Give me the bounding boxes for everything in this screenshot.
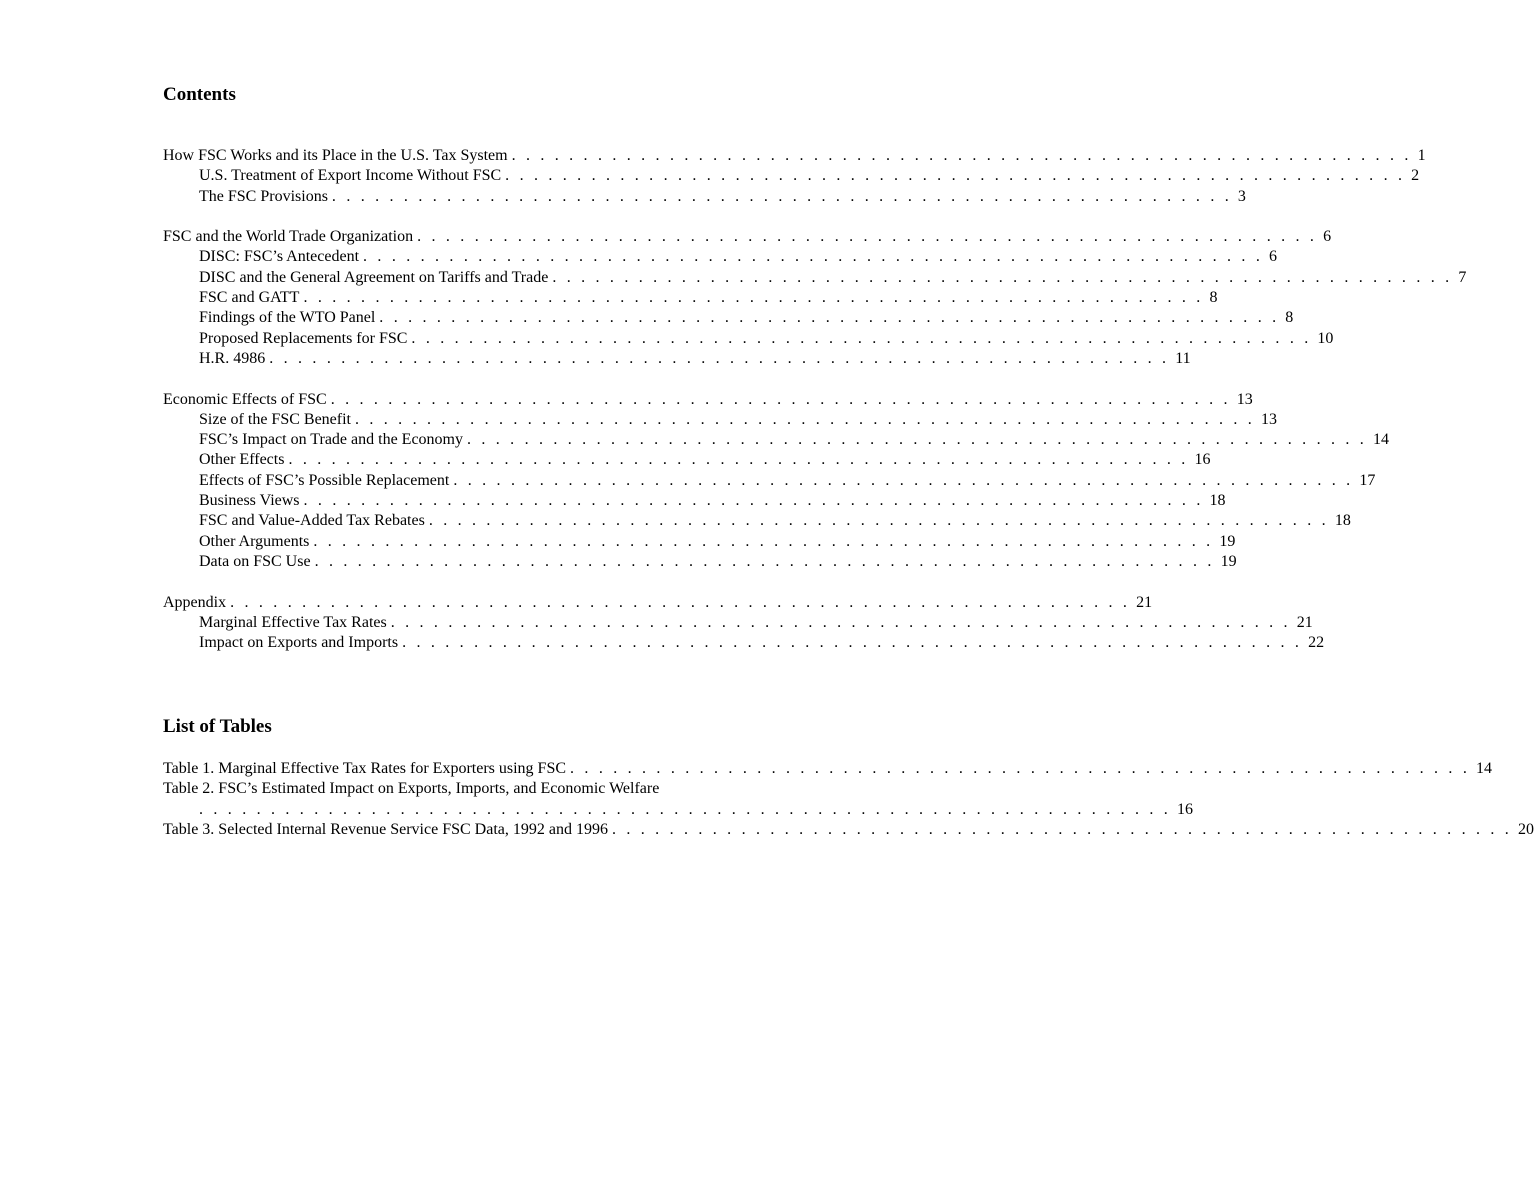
toc-subentry-title: Other Effects — [199, 451, 285, 469]
toc-subentry-title: H.R. 4986 — [199, 349, 266, 367]
leader-dots: . . . . . . . . . . . . . . . . . . . . . . . . . . . . . . . . . . . . . . . . . . . . . . . . . . . . . . . . . . . . . . . — [402, 634, 1303, 652]
list-of-tables-heading: List of Tables — [163, 716, 272, 737]
toc-entry-title: Economic Effects of FSC — [163, 390, 327, 408]
toc-subentry-title: FSC and GATT — [199, 289, 300, 307]
table-entry[interactable] — [163, 820, 1534, 840]
leader-dots: . . . . . . . . . . . . . . . . . . . . . . . . . . . . . . . . . . . . . . . . . . . . . . . . . . . . . . . . . . . . . . . — [511, 147, 1412, 164]
toc-entry[interactable] — [163, 390, 1253, 410]
toc-page-number: 21 — [1136, 593, 1153, 611]
toc-subentry-title: Other Arguments — [199, 532, 310, 550]
leader-dots: . . . . . . . . . . . . . . . . . . . . . . . . . . . . . . . . . . . . . . . . . . . . . . . . . . . . . . . . . . . . . . . — [570, 760, 1471, 777]
toc-subentry-title: Data on FSC Use — [199, 552, 311, 570]
toc-subentry[interactable] — [163, 410, 1277, 430]
toc-page-number: 8 — [1209, 289, 1218, 307]
toc-page-number: 18 — [1334, 512, 1351, 530]
toc-page-number: 10 — [1317, 329, 1334, 347]
toc-section — [163, 593, 1325, 654]
toc-subentry-title: Marginal Effective Tax Rates — [199, 613, 387, 631]
toc-page-number: 6 — [1323, 228, 1332, 246]
toc-subentry-title: FSC’s Impact on Trade and the Economy — [199, 431, 463, 449]
toc-section — [163, 146, 1426, 207]
toc-page-number: 19 — [1219, 532, 1236, 550]
toc-subentry[interactable] — [163, 349, 1191, 369]
contents-heading: Contents — [163, 84, 236, 105]
toc-subentry-title: Impact on Exports and Imports — [199, 634, 399, 652]
toc-subentry-title: FSC and Value-Added Tax Rebates — [199, 512, 425, 530]
toc-subentry[interactable] — [163, 491, 1226, 511]
table-entry[interactable] — [163, 759, 1493, 779]
toc-page-number: 1 — [1417, 147, 1426, 164]
leader-dots: . . . . . . . . . . . . . . . . . . . . . . . . . . . . . . . . . . . . . . . . . . . . . . . . . . . . . . . . . . . . . . . — [331, 187, 1232, 205]
leader-dots: . . . . . . . . . . . . . . . . . . . . . . . . . . . . . . . . . . . . . . . . . . . . . . . . . . . . . . . . . . . . . . . — [230, 593, 1131, 611]
leader-dots: . . . . . . . . . . . . . . . . . . . . . . . . . . . . . . . . . . . . . . . . . . . . . . . . . . . . . . . . . . . . . . . — [288, 451, 1189, 469]
toc-entry-title: How FSC Works and its Place in the U.S. Tax System — [163, 147, 508, 164]
leader-dots: . . . . . . . . . . . . . . . . . . . . . . . . . . . . . . . . . . . . . . . . . . . . . . . . . . . . . . . . . . . . . . . — [417, 228, 1318, 246]
toc-subentry[interactable] — [163, 268, 1467, 288]
toc-subentry-title: Findings of the WTO Panel — [199, 309, 376, 327]
leader-dots: . . . . . . . . . . . . . . . . . . . . . . . . . . . . . . . . . . . . . . . . . . . . . . . . . . . . . . . . . . . . . . . — [505, 167, 1406, 185]
toc-subentry[interactable] — [163, 308, 1294, 328]
toc-subentry[interactable] — [163, 532, 1236, 552]
toc-subentry[interactable] — [163, 166, 1420, 186]
toc-subentry-title: Size of the FSC Benefit — [199, 410, 351, 428]
toc-page-number: 18 — [1209, 492, 1226, 510]
leader-dots: . . . . . . . . . . . . . . . . . . . . . . . . . . . . . . . . . . . . . . . . . . . . . . . . . . . . . . . . . . . . . . . — [303, 492, 1204, 510]
leader-dots: . . . . . . . . . . . . . . . . . . . . . . . . . . . . . . . . . . . . . . . . . . . . . . . . . . . . . . . . . . . . . . . — [354, 410, 1255, 428]
toc-subentry[interactable] — [163, 247, 1278, 267]
toc-page-number: 16 — [1194, 451, 1211, 469]
toc-subentry-title: Proposed Replacements for FSC — [199, 329, 408, 347]
toc-subentry[interactable] — [163, 187, 1246, 207]
leader-dots: . . . . . . . . . . . . . . . . . . . . . . . . . . . . . . . . . . . . . . . . . . . . . . . . . . . . . . . . . . . . . . . — [330, 390, 1231, 408]
toc-section — [163, 227, 1467, 369]
table-entry-title: Table 3. Selected Internal Revenue Service FSC Data, 1992 and 1996 — [163, 820, 608, 838]
toc-page-number: 22 — [1308, 634, 1325, 652]
toc-subentry[interactable] — [163, 288, 1218, 308]
toc-subentry[interactable] — [163, 471, 1376, 491]
toc-page-number: 13 — [1260, 410, 1277, 428]
list-of-tables — [163, 759, 1534, 840]
toc-subentry[interactable] — [163, 633, 1325, 653]
leader-dots: . . . . . . . . . . . . . . . . . . . . . . . . . . . . . . . . . . . . . . . . . . . . . . . . . . . . . . . . . . . . . . . — [453, 471, 1354, 489]
toc-subentry[interactable] — [163, 430, 1389, 450]
toc-page-number: 19 — [1220, 552, 1237, 570]
table-entry-continuation — [163, 800, 1193, 820]
toc-page-number: 6 — [1269, 248, 1278, 266]
toc-page-number: 21 — [1296, 613, 1313, 631]
toc-subentry-title: DISC and the General Agreement on Tariffs and Trade — [199, 268, 549, 286]
leader-dots: . . . . . . . . . . . . . . . . . . . . . . . . . . . . . . . . . . . . . . . . . . . . . . . . . . . . . . . . . . . . . . . — [428, 512, 1329, 530]
toc-page-number: 13 — [1236, 390, 1253, 408]
leader-dots: . . . . . . . . . . . . . . . . . . . . . . . . . . . . . . . . . . . . . . . . . . . . . . . . . . . . . . . . . . . . . . . — [379, 309, 1280, 327]
leader-dots: . . . . . . . . . . . . . . . . . . . . . . . . . . . . . . . . . . . . . . . . . . . . . . . . . . . . . . . . . . . . . . . — [269, 349, 1170, 367]
leader-dots: . . . . . . . . . . . . . . . . . . . . . . . . . . . . . . . . . . . . . . . . . . . . . . . . . . . . . . . . . . . . . . . — [411, 329, 1312, 347]
toc-entry-title: FSC and the World Trade Organization — [163, 228, 414, 246]
leader-dots: . . . . . . . . . . . . . . . . . . . . . . . . . . . . . . . . . . . . . . . . . . . . . . . . . . . . . . . . . . . . . . . — [303, 289, 1204, 307]
leader-dots: . . . . . . . . . . . . . . . . . . . . . . . . . . . . . . . . . . . . . . . . . . . . . . . . . . . . . . . . . . . . . . . — [552, 268, 1453, 286]
toc-page-number: 7 — [1458, 268, 1467, 286]
toc-page-number: 16 — [1177, 800, 1193, 818]
toc-page-number: 11 — [1175, 349, 1191, 367]
leader-dots: . . . . . . . . . . . . . . . . . . . . . . . . . . . . . . . . . . . . . . . . . . . . . . . . . . . . . . . . . . . . . . . — [314, 552, 1215, 570]
leader-dots: . . . . . . . . . . . . . . . . . . . . . . . . . . . . . . . . . . . . . . . . . . . . . . . . . . . . . . . . . . . . . . . — [611, 820, 1512, 838]
toc-subentry-title: U.S. Treatment of Export Income Without FSC — [199, 167, 502, 185]
table-entry[interactable] — [163, 779, 758, 799]
toc-subentry[interactable] — [163, 450, 1211, 470]
toc-page-number: 14 — [1476, 760, 1493, 777]
leader-dots: . . . . . . . . . . . . . . . . . . . . . . . . . . . . . . . . . . . . . . . . . . . . . . . . . . . . . . . . . . . . . . . — [390, 613, 1291, 631]
toc-page-number: 20 — [1517, 820, 1534, 838]
toc-page-number: 14 — [1372, 431, 1389, 449]
contents-list — [163, 146, 1467, 653]
toc-subentry[interactable] — [163, 511, 1351, 531]
toc-page-number: 17 — [1359, 471, 1376, 489]
toc-subentry-title: DISC: FSC’s Antecedent — [199, 248, 360, 266]
leader-dots: . . . . . . . . . . . . . . . . . . . . . . . . . . . . . . . . . . . . . . . . . . . . . . . . . . . . . . . . . . . . . . . . . . . . — [199, 800, 1171, 818]
toc-subentry-title: The FSC Provisions — [199, 187, 328, 205]
toc-subentry-title: Effects of FSC’s Possible Replacement — [199, 471, 450, 489]
toc-page-number: 8 — [1285, 309, 1294, 327]
toc-subentry[interactable] — [163, 613, 1313, 633]
toc-entry-title: Appendix — [163, 593, 227, 611]
leader-dots: . . . . . . . . . . . . . . . . . . . . . . . . . . . . . . . . . . . . . . . . . . . . . . . . . . . . . . . . . . . . . . . — [466, 431, 1367, 449]
table-entry-title: Table 1. Marginal Effective Tax Rates for Exporters using FSC — [163, 760, 567, 777]
table-entry-title: Table 2. FSC’s Estimated Impact on Exports, Imports, and Economic Welfare — [163, 780, 660, 798]
toc-subentry-title: Business Views — [199, 492, 300, 510]
toc-entry[interactable] — [163, 227, 1332, 247]
toc-section — [163, 390, 1389, 573]
toc-page-number: 3 — [1237, 187, 1246, 205]
toc-page-number: 2 — [1411, 167, 1420, 185]
toc-entry[interactable] — [163, 593, 1153, 613]
toc-subentry[interactable] — [163, 552, 1237, 572]
toc-subentry[interactable] — [163, 329, 1334, 349]
leader-dots: . . . . . . . . . . . . . . . . . . . . . . . . . . . . . . . . . . . . . . . . . . . . . . . . . . . . . . . . . . . . . . . — [363, 248, 1264, 266]
leader-dots: . . . . . . . . . . . . . . . . . . . . . . . . . . . . . . . . . . . . . . . . . . . . . . . . . . . . . . . . . . . . . . . — [313, 532, 1214, 550]
toc-entry[interactable] — [163, 146, 1426, 166]
